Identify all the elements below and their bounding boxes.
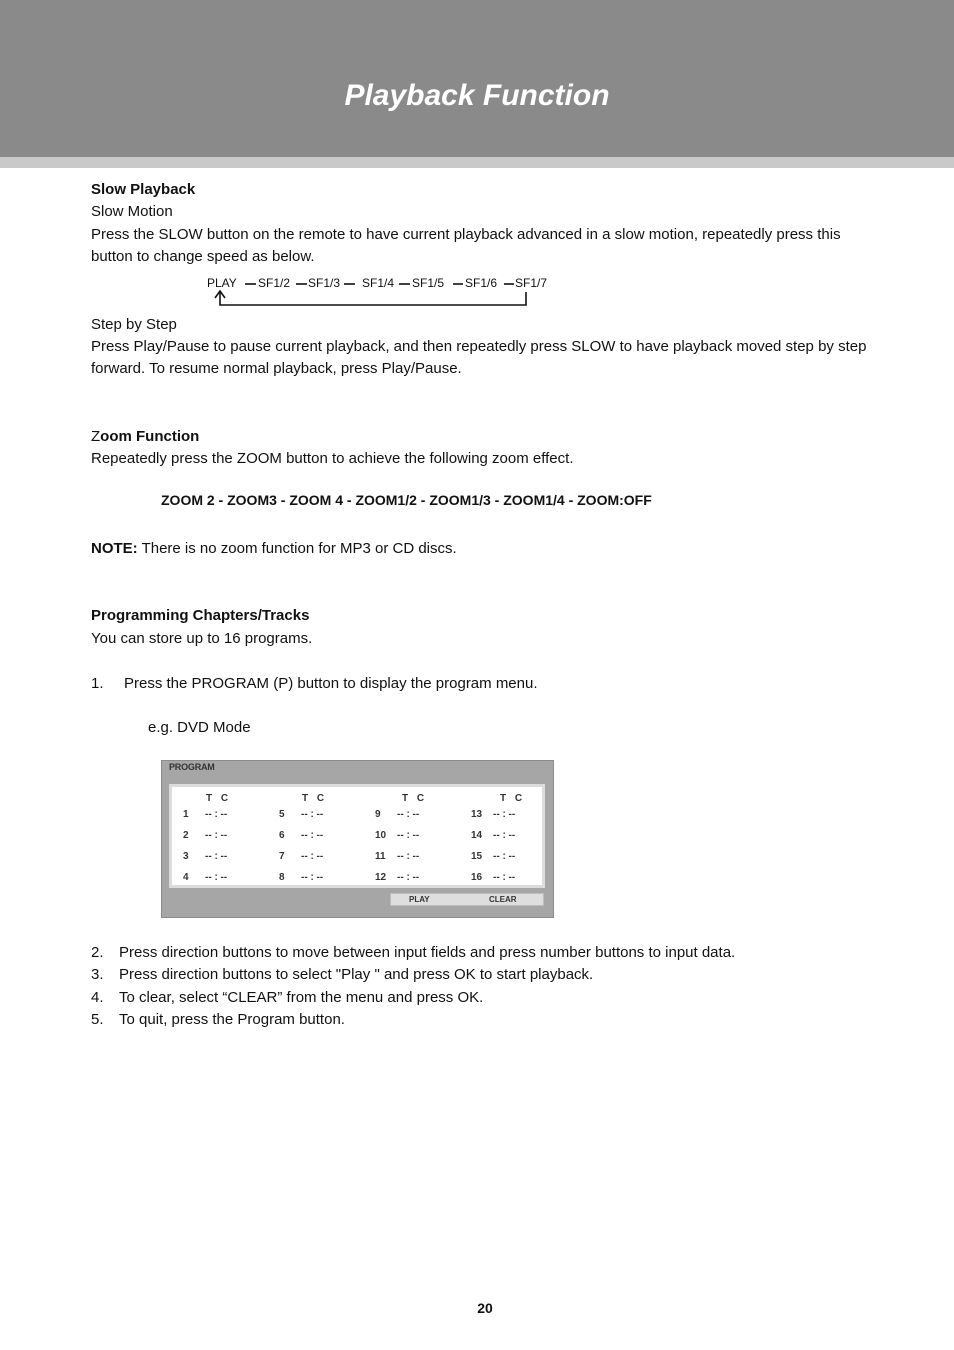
program-slot: 9 -- : -- xyxy=(375,809,420,820)
program-slot: 6 -- : -- xyxy=(279,830,324,841)
column-header: T C xyxy=(206,793,232,804)
program-menu-screenshot xyxy=(161,760,554,918)
program-slot-grid xyxy=(169,784,545,888)
slow-motion-paragraph: Press the SLOW button on the remote to have current playback advanced in a slow motion, repeatedly press this button to change speed as below. xyxy=(91,226,841,265)
program-step-4 xyxy=(91,987,483,1009)
program-slot: 11 -- : -- xyxy=(375,851,420,862)
program-slot: 4 -- : -- xyxy=(183,872,228,883)
step-text: Press direction buttons to select "Play " and press OK to start playback. xyxy=(119,966,594,983)
speed-label-sf1-5: SF1/5 xyxy=(412,276,445,290)
zoom-note xyxy=(91,538,457,560)
program-slot: 7 -- : -- xyxy=(279,851,324,862)
zoom-heading-rest: oom Function xyxy=(100,428,200,445)
programming-heading: Programming Chapters/Tracks xyxy=(91,607,310,624)
program-column xyxy=(372,787,462,885)
program-column xyxy=(180,787,270,885)
speed-label-sf1-4: SF1/4 xyxy=(362,276,395,290)
program-slot: 10 -- : -- xyxy=(375,830,420,841)
header-strip xyxy=(0,157,954,168)
program-step-5 xyxy=(91,1009,345,1031)
play-button: PLAY xyxy=(409,895,430,904)
step-text: Press direction buttons to move between input fields and press number buttons to input data. xyxy=(119,944,736,961)
program-slot: 2 -- : -- xyxy=(183,830,228,841)
step-text: To quit, press the Program button. xyxy=(119,1011,345,1028)
step-number: 1. xyxy=(91,675,104,692)
step-text: To clear, select “CLEAR” from the menu and press OK. xyxy=(119,989,484,1006)
step-by-step-paragraph: Press Play/Pause to pause current playback, and then repeatedly press SLOW to have playback moved step by step forward. To resume normal playback, press Play/Pause. xyxy=(91,338,867,377)
program-column xyxy=(276,787,366,885)
program-step-1 xyxy=(91,673,538,695)
column-header: T C xyxy=(500,793,526,804)
program-step-3 xyxy=(91,964,593,986)
step-number: 3. xyxy=(91,966,104,983)
program-slot: 3 -- : -- xyxy=(183,851,228,862)
step-by-step-subheading: Step by Step xyxy=(91,316,177,333)
slow-motion-subheading: Slow Motion xyxy=(91,203,173,220)
zoom-sequence: ZOOM 2 - ZOOM3 - ZOOM 4 - ZOOM1/2 - ZOOM1/3 - ZOOM1/4 - ZOOM:OFF xyxy=(161,492,652,508)
step-text: Press the PROGRAM (P) button to display the program menu. xyxy=(124,675,538,692)
slow-speed-diagram xyxy=(205,272,565,312)
program-slot: 15 -- : -- xyxy=(471,851,516,862)
step-number: 5. xyxy=(91,1011,104,1028)
programming-intro: You can store up to 16 programs. xyxy=(91,630,313,647)
page-number: 20 xyxy=(477,1300,493,1316)
example-label: e.g. DVD Mode xyxy=(148,719,251,736)
clear-button: CLEAR xyxy=(489,895,517,904)
program-slot: 13 -- : -- xyxy=(471,809,516,820)
speed-label-sf1-3: SF1/3 xyxy=(308,276,341,290)
speed-label-sf1-6: SF1/6 xyxy=(465,276,498,290)
program-slot: 8 -- : -- xyxy=(279,872,324,883)
column-header: T C xyxy=(302,793,328,804)
program-slot: 12 -- : -- xyxy=(375,872,420,883)
speed-label-sf1-7: SF1/7 xyxy=(515,276,548,290)
program-slot: 14 -- : -- xyxy=(471,830,516,841)
slow-playback-heading: Slow Playback xyxy=(91,181,196,198)
program-column xyxy=(468,787,558,885)
program-step-2 xyxy=(91,942,735,964)
note-text: There is no zoom function for MP3 or CD discs. xyxy=(137,540,457,557)
program-button-bar xyxy=(390,893,544,906)
program-slot: 5 -- : -- xyxy=(279,809,324,820)
program-menu-title: PROGRAM xyxy=(169,762,215,772)
step-number: 2. xyxy=(91,944,104,961)
page-title: Playback Function xyxy=(344,79,610,112)
zoom-heading-initial: Z xyxy=(91,428,101,445)
program-slot: 16 -- : -- xyxy=(471,872,516,883)
speed-label-sf1-2: SF1/2 xyxy=(258,276,291,290)
program-slot: 1 -- : -- xyxy=(183,809,228,820)
step-number: 4. xyxy=(91,989,104,1006)
zoom-paragraph: Repeatedly press the ZOOM button to achieve the following zoom effect. xyxy=(91,450,574,467)
column-header: T C xyxy=(402,793,428,804)
note-label: NOTE: xyxy=(91,540,138,557)
speed-label-play: PLAY xyxy=(207,276,237,290)
zoom-heading xyxy=(91,426,199,448)
